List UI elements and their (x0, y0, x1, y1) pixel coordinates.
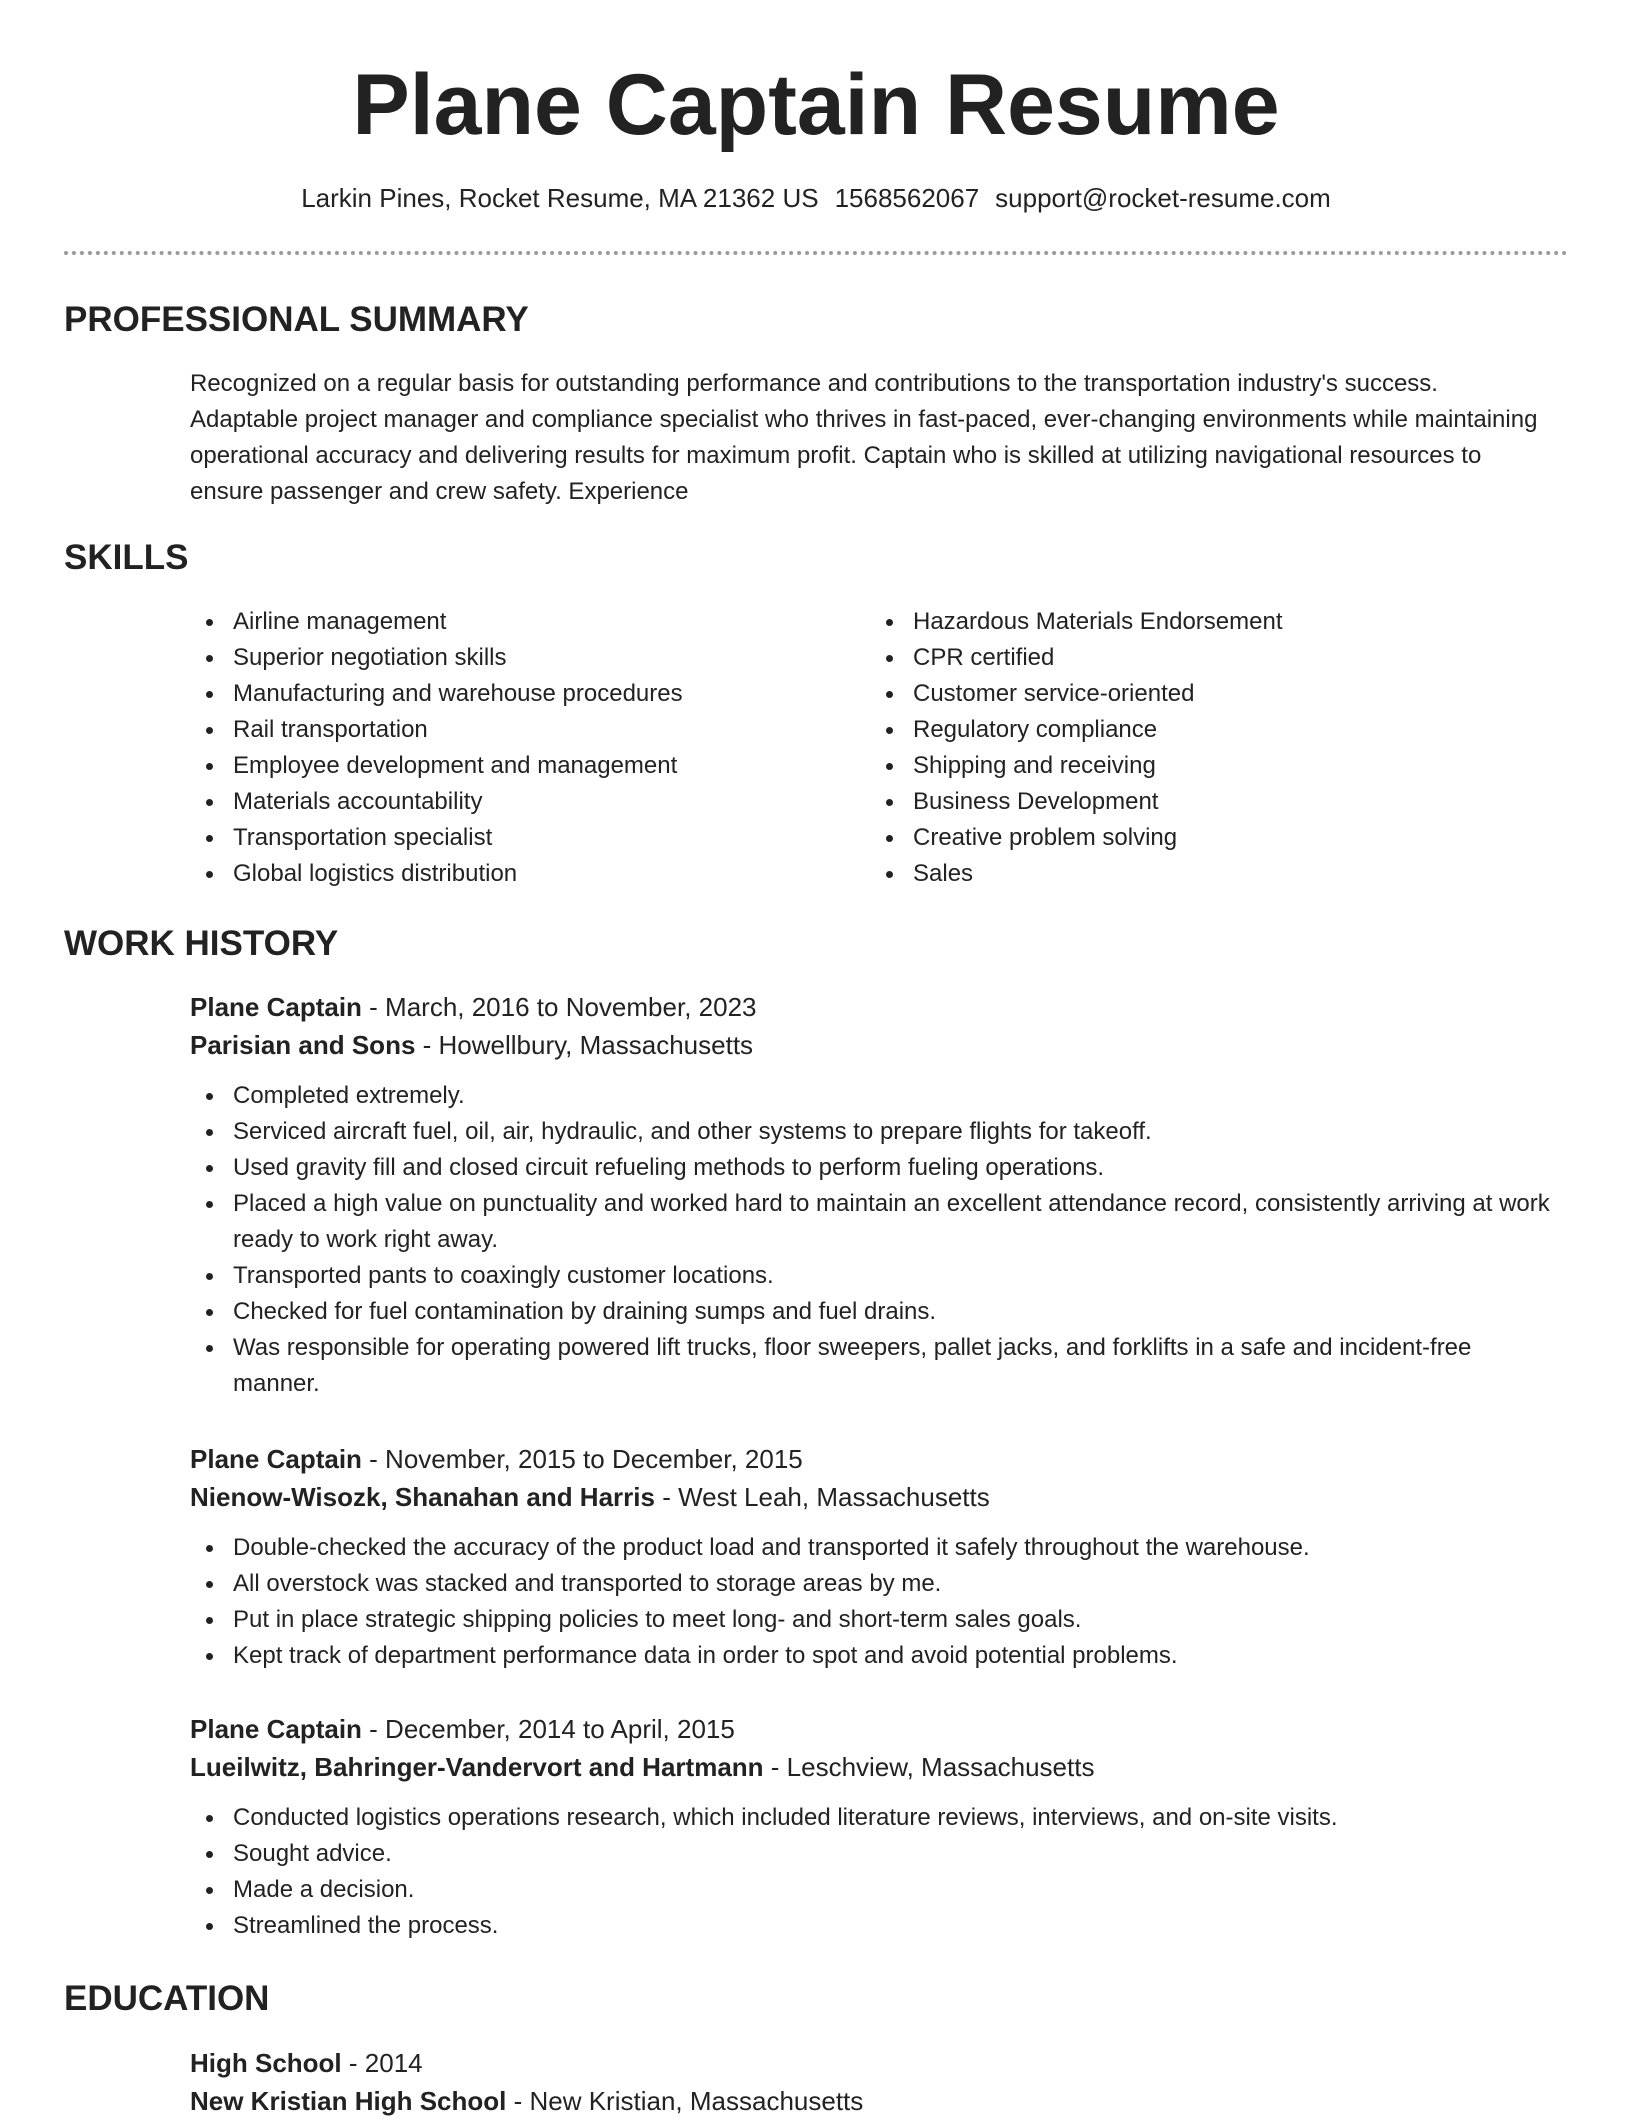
skills-column-left (190, 604, 870, 892)
job-duties (190, 1078, 1550, 1402)
skill-item: Airline management (190, 604, 870, 640)
duty-item: Completed extremely. (190, 1078, 1550, 1114)
job-location: - Leschview, Massachusetts (763, 1752, 1095, 1782)
job-company-line (190, 1478, 1550, 1516)
education-entry (190, 2044, 1550, 2120)
job-dates: - November, 2015 to December, 2015 (361, 1444, 803, 1474)
header-divider (64, 251, 1568, 255)
section-title-education: EDUCATION (64, 1979, 270, 2018)
job-duties (190, 1800, 1550, 1944)
duty-item: Double-checked the accuracy of the product load and transported it safely throughout the warehouse. (190, 1530, 1550, 1566)
skill-item: Global logistics distribution (190, 856, 870, 892)
duty-item: Streamlined the process. (190, 1908, 1550, 1944)
contact-address: Larkin Pines, Rocket Resume, MA 21362 US (301, 183, 819, 213)
section-title-skills: SKILLS (64, 538, 189, 577)
skill-item: Business Development (870, 784, 1550, 820)
job-role: Plane Captain (190, 1444, 362, 1474)
duty-item: Used gravity fill and closed circuit refueling methods to perform fueling operations. (190, 1150, 1550, 1186)
job-title-line (190, 988, 1550, 1026)
duty-item: Serviced aircraft fuel, oil, air, hydraulic, and other systems to prepare flights for takeoff. (190, 1114, 1550, 1150)
job-company: Lueilwitz, Bahringer-Vandervort and Hartmann (190, 1752, 764, 1782)
job-role: Plane Captain (190, 1714, 362, 1744)
skill-item: Employee development and management (190, 748, 870, 784)
duty-item: Put in place strategic shipping policies to meet long- and short-term sales goals. (190, 1602, 1550, 1638)
skill-item: Customer service-oriented (870, 676, 1550, 712)
duty-item: Transported pants to coaxingly customer locations. (190, 1258, 1550, 1294)
duty-item: Conducted logistics operations research, which included literature reviews, interviews, and on-site visits. (190, 1800, 1550, 1836)
job-company-line (190, 1748, 1550, 1786)
skill-item: CPR certified (870, 640, 1550, 676)
duty-item: Placed a high value on punctuality and worked hard to maintain an excellent attendance record, consistently arriving at work ready to work right away. (190, 1186, 1550, 1258)
skill-item: Transportation specialist (190, 820, 870, 856)
skill-item: Shipping and receiving (870, 748, 1550, 784)
duty-item: Kept track of department performance data in order to spot and avoid potential problems. (190, 1638, 1550, 1674)
skill-item: Superior negotiation skills (190, 640, 870, 676)
job-title-line (190, 1710, 1550, 1748)
duty-item: Checked for fuel contamination by draining sumps and fuel drains. (190, 1294, 1550, 1330)
skill-item: Creative problem solving (870, 820, 1550, 856)
duty-item: All overstock was stacked and transported to storage areas by me. (190, 1566, 1550, 1602)
skill-item: Regulatory compliance (870, 712, 1550, 748)
education-school: New Kristian High School (190, 2086, 507, 2116)
job-dates: - December, 2014 to April, 2015 (361, 1714, 735, 1744)
job-title-line (190, 1440, 1550, 1478)
resume-title: Plane Captain Resume (352, 57, 1280, 153)
duty-item: Was responsible for operating powered lift trucks, floor sweepers, pallet jacks, and forklifts in a safe and incident-free manner. (190, 1330, 1550, 1402)
education-school-line (190, 2082, 1550, 2120)
skills-list (190, 604, 1570, 892)
job-location: - Howellbury, Massachusetts (415, 1030, 754, 1060)
skill-item: Materials accountability (190, 784, 870, 820)
job-location: - West Leah, Massachusetts (654, 1482, 990, 1512)
education-degree: High School (190, 2048, 342, 2078)
job-company: Nienow-Wisozk, Shanahan and Harris (190, 1482, 655, 1512)
skills-column-right (870, 604, 1550, 892)
job-dates: - March, 2016 to November, 2023 (361, 992, 757, 1022)
contact-email: support@rocket-resume.com (995, 183, 1331, 213)
skill-item: Rail transportation (190, 712, 870, 748)
job-entry (190, 988, 1550, 1402)
skill-item: Manufacturing and warehouse procedures (190, 676, 870, 712)
summary-text: Recognized on a regular basis for outstanding performance and contributions to the transportation industry's success. Adaptable project manager and compliance specialist who thrives in fast-paced, ever-changing environments while maintaining operational accuracy and delivering results for maximum profit. Captain who is skilled at utilizing navigational resources to ensure passenger and crew safety. Experience (190, 370, 1538, 505)
job-company-line (190, 1026, 1550, 1064)
section-title-work-history: WORK HISTORY (64, 924, 339, 963)
education-location: - New Kristian, Massachusetts (506, 2086, 864, 2116)
duty-item: Made a decision. (190, 1872, 1550, 1908)
section-title-summary: PROFESSIONAL SUMMARY (64, 300, 529, 339)
education-degree-line (190, 2044, 1550, 2082)
job-duties (190, 1530, 1550, 1674)
education-year: - 2014 (341, 2048, 423, 2078)
job-company: Parisian and Sons (190, 1030, 416, 1060)
job-entry (190, 1440, 1550, 1674)
skill-item: Sales (870, 856, 1550, 892)
job-role: Plane Captain (190, 992, 362, 1022)
contact-phone: 1568562067 (834, 183, 980, 213)
duty-item: Sought advice. (190, 1836, 1550, 1872)
contact-line (0, 180, 1632, 216)
job-entry (190, 1710, 1550, 1944)
skill-item: Hazardous Materials Endorsement (870, 604, 1550, 640)
